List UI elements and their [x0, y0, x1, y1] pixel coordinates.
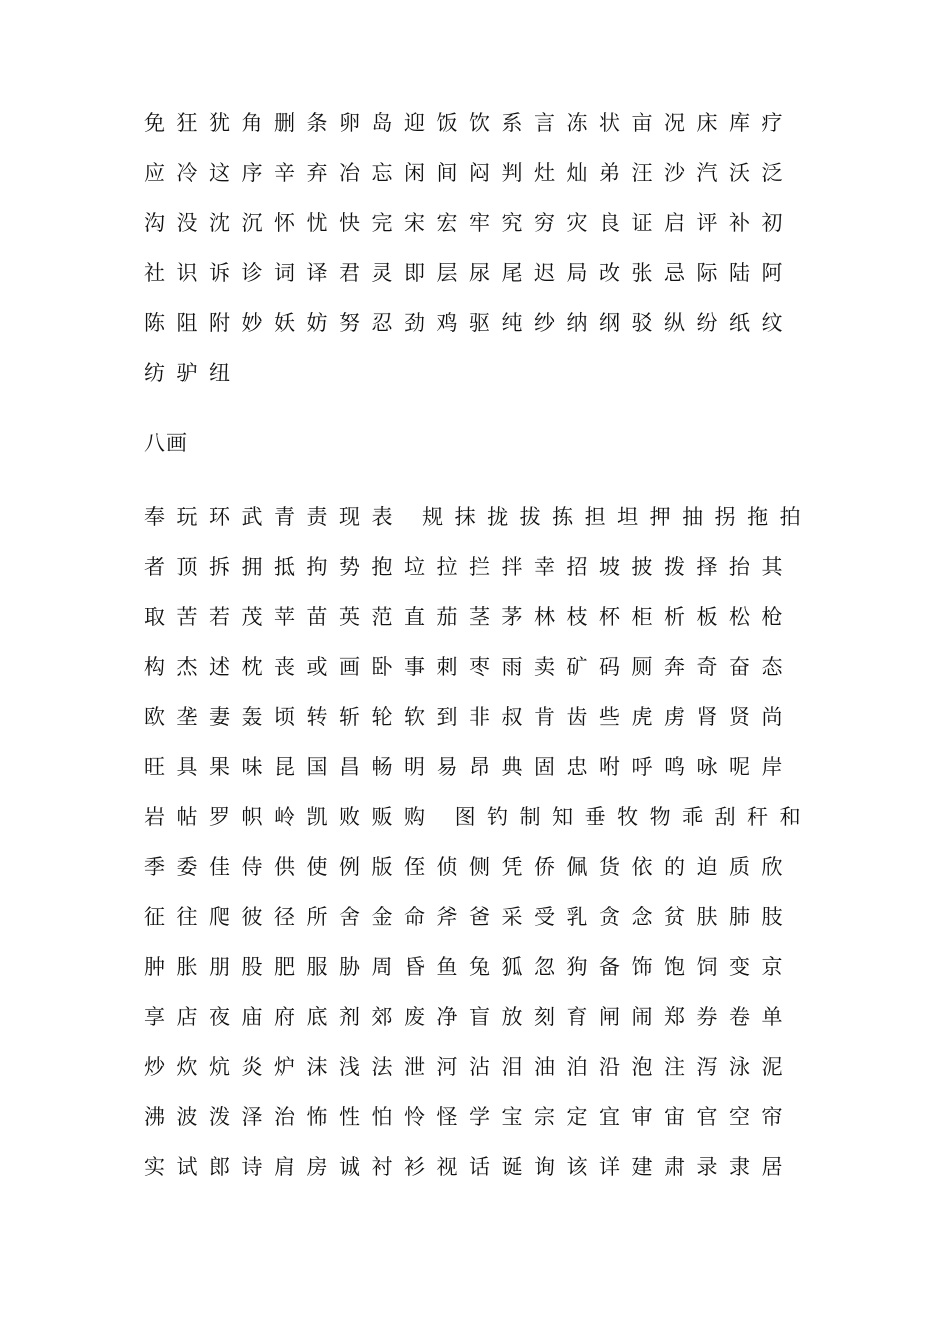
character-line: 旺具果味昆国昌畅明易昂典固忠咐呼鸣咏呢岸	[144, 755, 794, 779]
character-line: 享店夜庙府底剂郊废净盲放刻育闸闹郑券卷单	[144, 1005, 794, 1029]
section-eight-stroke-characters	[144, 492, 844, 1192]
character-line: 征往爬彼径所舍金命斧爸采受乳贪念贫肤肺肢	[144, 905, 794, 929]
character-line: 陈阻附妙妖妨努忍劲鸡驱纯纱纳纲驳纵纷纸纹	[144, 311, 794, 335]
character-line: 应冷这序辛弃冶忘闲间闷判灶灿弟汪沙汽沃泛	[144, 161, 794, 185]
character-line: 实试郎诗肩房诚衬衫视话诞询该详建肃录隶居	[144, 1155, 794, 1179]
character-line: 沟没沈沉怀忧快完宋宏牢究穷灾良证启评补初	[144, 211, 794, 235]
character-line: 沸波泼泽治怖性怕怜怪学宝宗定宜审宙官空帘	[144, 1105, 794, 1129]
character-line: 岩帖罗帜岭凯败贩购 图钓制知垂牧物乖刮秆和	[144, 805, 813, 829]
character-line: 季委佳侍供使例版侄侦侧凭侨佩货依的迫质欣	[144, 855, 794, 879]
character-line: 免狂犹角删条卵岛迎饭饮系言冻状亩况床库疗	[144, 111, 794, 135]
character-line: 社识诉诊词译君灵即层尿尾迟局改张忌际陆阿	[144, 261, 794, 285]
character-line: 者顶拆拥抵拘势抱垃拉拦拌幸招坡披拨择抬其	[144, 555, 794, 579]
character-line: 构杰述枕丧或画卧事刺枣雨卖矿码厕奔奇奋态	[144, 655, 794, 679]
character-line: 奉玩环武青责现表 规抹拢拔拣担坦押抽拐拖拍	[144, 505, 813, 529]
section-heading-eight-strokes: 八画	[144, 431, 188, 455]
section-seven-stroke-characters	[144, 98, 844, 398]
character-line: 欧垄妻轰顷转斩轮软到非叔肯齿些虎虏肾贤尚	[144, 705, 794, 729]
character-line: 炒炊炕炎炉沫浅法泄河沾泪油泊沿泡注泻泳泥	[144, 1055, 794, 1079]
character-line: 肿胀朋股肥服胁周昏鱼兔狐忽狗备饰饱饲变京	[144, 955, 794, 979]
character-line: 纺驴纽	[144, 361, 242, 385]
character-line: 取苦若茂苹苗英范直茄茎茅林枝杯柜析板松枪	[144, 605, 794, 629]
